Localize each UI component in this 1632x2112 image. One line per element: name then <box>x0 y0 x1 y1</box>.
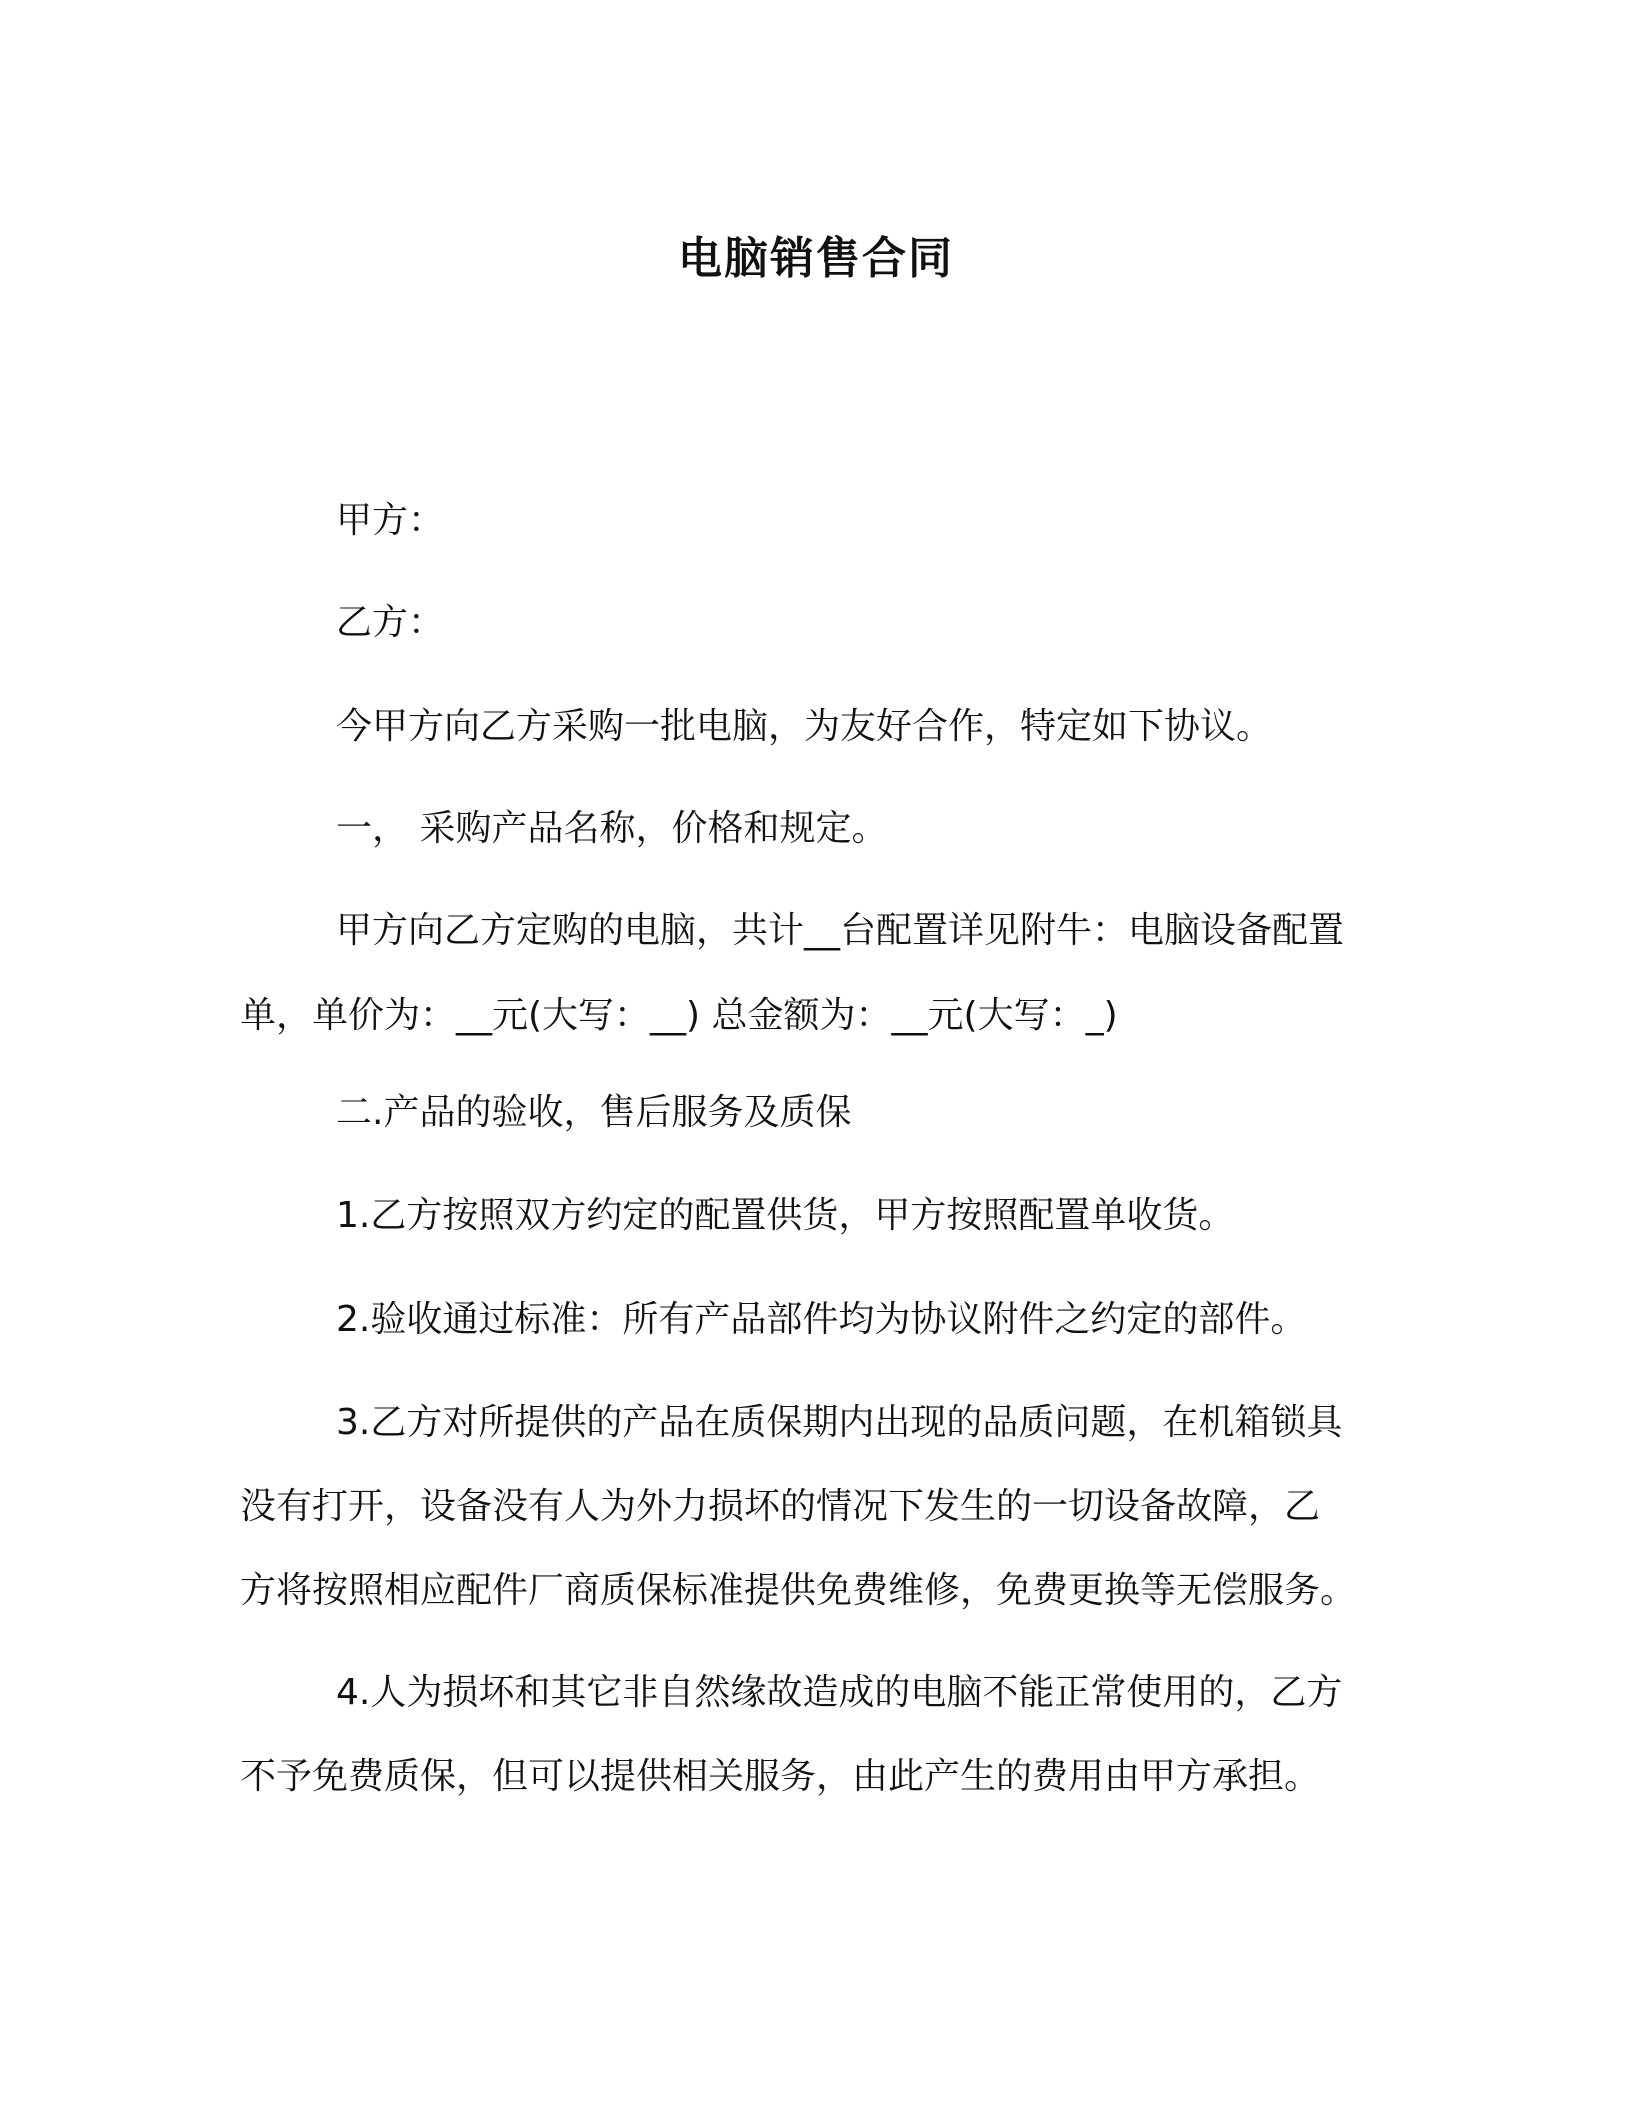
section-2-heading: 二.产品的验收，售后服务及质保 <box>336 1092 852 1133</box>
clause-3-line-1: 3.乙方对所提供的产品在质保期内出现的品质问题，在机箱锁具 <box>336 1402 1343 1443</box>
section-1-heading: 一， 采购产品名称，价格和规定。 <box>336 808 888 849</box>
clause-3-line-2: 没有打开，设备没有人为外力损坏的情况下发生的一切设备故障，乙 <box>240 1486 1321 1527</box>
clause-3-line-3: 方将按照相应配件厂商质保标准提供免费维修，免费更换等无偿服务。 <box>240 1570 1357 1611</box>
section-1-line-2: 单，单价为：__元(大写：__) 总金额为：__元(大写：_) <box>240 995 1118 1036</box>
party-b-label: 乙方： <box>336 602 445 643</box>
clause-1: 1.乙方按照双方约定的配置供货，甲方按照配置单收货。 <box>336 1195 1235 1236</box>
section-1-line-1: 甲方向乙方定购的电脑，共计__台配置详见附牛：电脑设备配置 <box>336 910 1345 951</box>
clause-4-line-2: 不予免费质保，但可以提供相关服务，由此产生的费用由甲方承担。 <box>240 1756 1321 1797</box>
document-title: 电脑销售合同 <box>678 233 954 284</box>
intro-paragraph: 今甲方向乙方采购一批电脑，为友好合作，特定如下协议。 <box>336 706 1273 747</box>
party-a-label: 甲方： <box>336 500 445 541</box>
clause-4-line-1: 4.人为损坏和其它非自然缘故造成的电脑不能正常使用的，乙方 <box>336 1672 1343 1713</box>
clause-2: 2.验收通过标准：所有产品部件均为协议附件之约定的部件。 <box>336 1299 1307 1340</box>
